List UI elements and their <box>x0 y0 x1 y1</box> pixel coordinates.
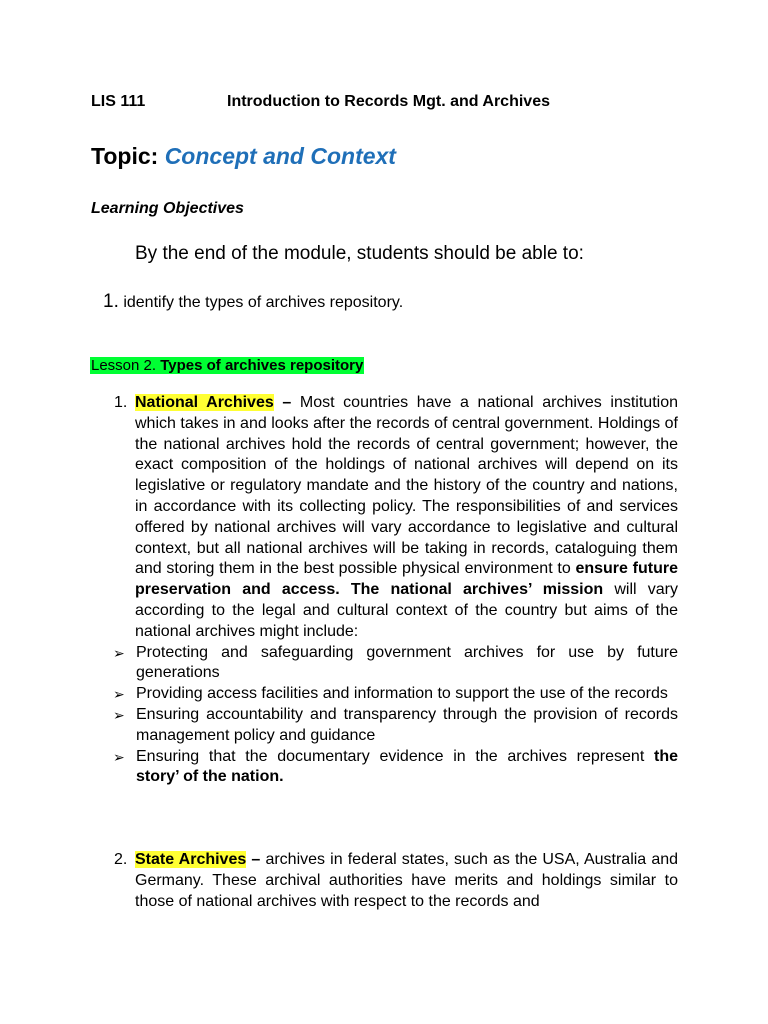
aims-item-text: Protecting and safeguarding government archives for use by future generations <box>136 643 678 682</box>
arrowhead-bullet-icon: ➢ <box>113 644 125 661</box>
aims-item-text: Ensuring that the documentary evidence in the archives represent <box>136 747 645 765</box>
topic-text: Concept and Context <box>164 143 396 169</box>
aims-list-item <box>113 747 678 789</box>
section-state-archives <box>90 850 678 912</box>
aims-list-item <box>113 684 678 705</box>
arrowhead-bullet-icon: ➢ <box>113 706 125 723</box>
section-text-a: Most countries have a national archives institution which takes in and looks after the records of central government. Holdings of the national archives hold the records of central government; however, the exact composition of the holdings of national archives will depend on its legislative or regulatory mandate and the history of the country and nations, in accordance with its collecting policy. The responsibilities of and services offered by national archives will vary accordance to legislative and cultural context, but all national archives will be taking in records, cataloguing them and storing them in the best possible physical environment to <box>135 394 678 578</box>
objectives-intro: By the end of the module, students should be able to: <box>135 243 584 264</box>
topic-heading <box>91 143 396 170</box>
course-header <box>91 93 550 111</box>
arrowhead-bullet-icon: ➢ <box>113 686 125 703</box>
course-title: Introduction to Records Mgt. and Archives <box>227 93 550 110</box>
aims-item-text: Providing access facilities and information to support the use of the records <box>136 685 668 703</box>
section-text-c: will vary according to the legal and cultural context of the country but aims of the national archives might include: <box>135 581 679 640</box>
objective-number: 1. <box>103 291 119 312</box>
topic-label: Topic: <box>91 143 159 169</box>
section-body <box>135 393 678 643</box>
section-national-archives <box>90 393 678 788</box>
term-national-archives: National Archives <box>135 394 274 411</box>
aims-list <box>90 643 678 789</box>
section-number: 2. <box>114 851 128 868</box>
term-dash: – <box>282 394 292 411</box>
objective-text: identify the types of archives repository. <box>123 294 404 311</box>
section-body <box>135 850 678 912</box>
lesson-label: Lesson 2. <box>91 357 157 374</box>
learning-objectives-heading: Learning Objectives <box>91 200 244 217</box>
aims-list-item <box>113 643 678 685</box>
section-text-b: ensure future preservation and access. The national archives’ mission <box>135 560 678 599</box>
lesson-heading <box>90 357 364 374</box>
term-dash: – <box>251 851 261 868</box>
section-text-a: archives in federal states, such as the USA, Australia and Germany. These archival authorities have merits and holdings similar to those of national archives with respect to the records and <box>135 851 679 910</box>
aims-item-text: Ensuring accountability and transparency through the provision of records management policy and guidance <box>136 705 678 744</box>
aims-list-item <box>113 705 678 747</box>
course-code: LIS 111 <box>91 93 146 110</box>
objective-item <box>103 291 403 313</box>
lesson-title: Types of archives repository <box>160 357 364 374</box>
aims-item-bold: the story’ of the nation. <box>136 747 679 786</box>
arrowhead-bullet-icon: ➢ <box>113 748 125 765</box>
section-number: 1. <box>114 394 128 411</box>
term-state-archives: State Archives <box>135 851 247 868</box>
